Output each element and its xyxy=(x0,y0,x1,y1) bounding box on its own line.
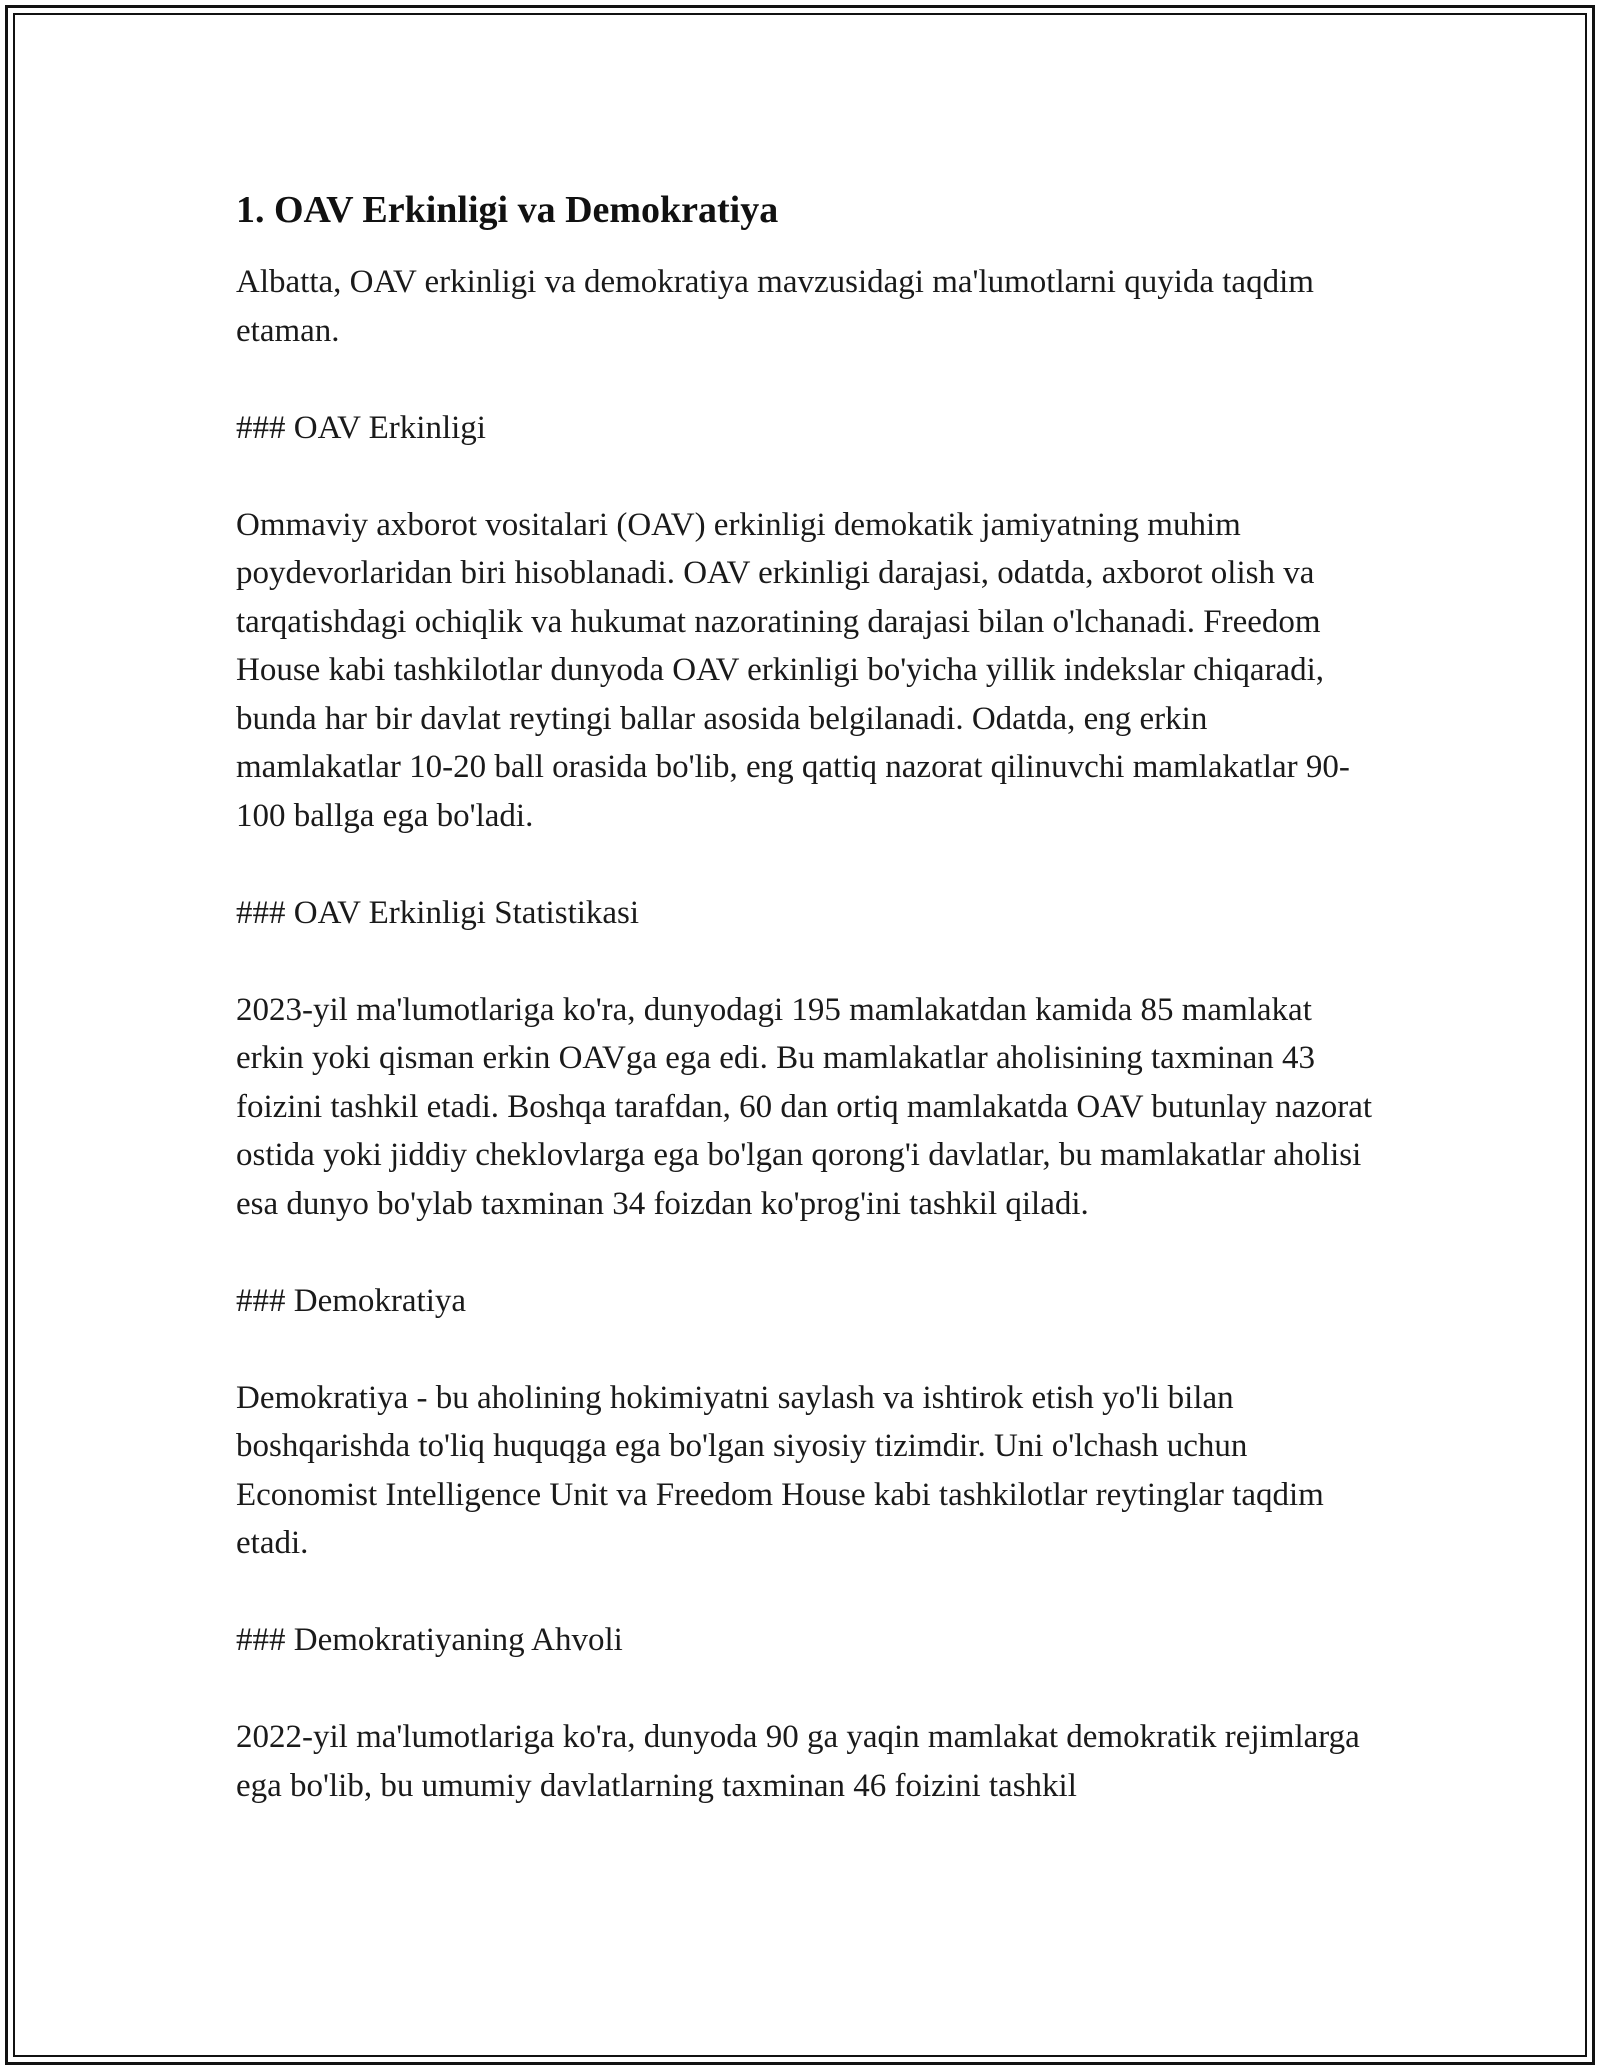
section-heading-oav-erkinligi: ### OAV Erkinligi xyxy=(236,409,486,446)
section-heading-oav-statistikasi: ### OAV Erkinligi Statistikasi xyxy=(236,894,640,931)
intro-paragraph: Albatta, OAV erkinligi va demokratiya mavzusidagi ma'lumotlarni quyida taqdim etaman. xyxy=(236,264,1314,349)
oav-statistikasi-paragraph: 2023-yil ma'lumotlariga ko'ra, dunyodagi 195 mamlakatdan kamida 85 mamlakat erkin yoki qisman erkin OAVga ega edi. Bu mamlakatlar aholisining taxminan 43 foizini tashkil etadi. Boshqa tarafdan, 60 dan ortiq mamlakatda OAV butunlay nazorat ostida yoki jiddiy cheklovlarga ega bo'lgan qorong'i davlatlar, bu mamlakatlar aholisi esa dunyo bo'ylab taxminan 34 foizdan ko'prog'ini tashkil qiladi. xyxy=(236,991,1373,1222)
demokratiya-ahvoli-paragraph: 2022-yil ma'lumotlariga ko'ra, dunyoda 90 ga yaqin mamlakat demokratik rejimlarga ega bo'lib, bu umumiy davlatlarning taxminan 46 foizini tashkil xyxy=(236,1719,1360,1804)
oav-erkinligi-paragraph: Ommaviy axborot vositalari (OAV) erkinligi demokatik jamiyatning muhim poydevorlaridan biri hisoblanadi. OAV erkinligi darajasi, odatda, axborot olish va tarqatishdagi ochiqlik va hukumat nazoratining darajasi bilan o'lchanadi. Freedom House kabi tashkilotlar dunyoda OAV erkinligi bo'yicha yillik indekslar chiqaradi, bunda har bir davlat reytingi ballar asosida belgilanadi. Odatda, eng erkin mamlakatlar 10-20 ball orasida bo'lib, eng qattiq nazorat qilinuvchi mamlakatlar 90-100 ballga ega bo'ladi. xyxy=(236,506,1350,834)
document-title: 1. OAV Erkinligi va Demokratiya xyxy=(236,189,779,231)
section-heading-demokratiya: ### Demokratiya xyxy=(236,1282,467,1319)
demokratiya-paragraph: Demokratiya - bu aholining hokimiyatni saylash va ishtirok etish yo'li bilan boshqarishda to'liq huquqga ega bo'lgan siyosiy tizimdir. Uni o'lchash uchun Economist Intelligence Unit va Freedom House kabi tashkilotlar reytinglar taqdim etadi. xyxy=(236,1379,1324,1561)
section-heading-demokratiya-ahvoli: ### Demokratiyaning Ahvoli xyxy=(236,1622,623,1658)
document-body xyxy=(236,186,1376,1859)
